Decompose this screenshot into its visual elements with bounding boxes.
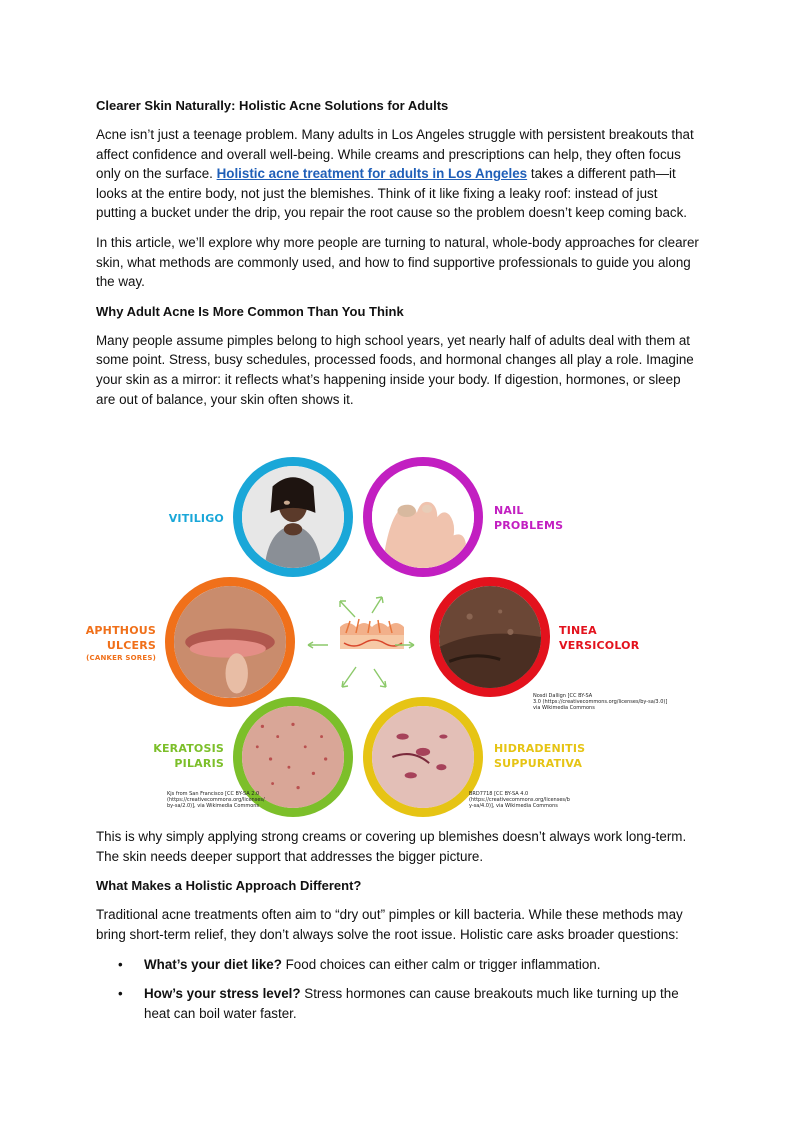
kp-label-line2: PILARIS (174, 757, 224, 771)
kp-credit-line3: by-sa/2.0)], via Wikimedia Commons (167, 803, 260, 810)
skin-conditions-infographic (0, 437, 794, 817)
hs-label-line2: SUPPURATIVA (494, 757, 583, 771)
nail-problems-image (363, 457, 483, 577)
list-item-text: Food choices can either calm or trigger inflammation. (281, 956, 601, 972)
aphthous-ulcers-image (165, 577, 295, 707)
tinea-credit-line2: 3.0 (https://creativecommons.org/licenses/by-sa/3.0)] (533, 699, 668, 706)
hs-credit-line2: (https://creativecommons.org/licenses/b (469, 797, 570, 804)
holistic-questions-list (96, 955, 701, 1024)
bullet-marker: • (118, 956, 123, 972)
list-item (96, 955, 701, 975)
keratosis-image-credit (167, 791, 265, 809)
hs-credit-line1: BRD7718 [CC BY-SA 4.0 (469, 791, 529, 798)
kp-credit-line2: (https://creativecommons.org/licenses/ (167, 797, 265, 804)
aphthous-ulcers-label (84, 623, 156, 663)
aph-label-line1: APHTHOUS (85, 624, 156, 638)
document-title: Clearer Skin Naturally: Holistic Acne Solutions for Adults (96, 98, 449, 113)
kp-label-line1: KERATOSIS (153, 742, 224, 756)
vitiligo-image (233, 457, 353, 577)
list-item-bold: What’s your diet like? (144, 956, 282, 972)
kp-credit-line1: Kjs from San Francisco [CC BY-SA 2.0 (167, 791, 260, 798)
hs-label-line1: HIDRADENITIS (494, 742, 586, 756)
tinea-label-line1: TINEA (559, 624, 597, 638)
intro-paragraph (96, 125, 701, 223)
aph-label-line2: ULCERS (106, 639, 156, 653)
article-overview-paragraph: In this article, we’ll explore why more people are turning to natural, whole-body approaches for clearer skin, what methods are commonly used, and how to find supportive professionals to guide you along the way. (96, 234, 699, 290)
bullet-marker: • (118, 986, 123, 1002)
creams-paragraph: This is why simply applying strong creams or covering up blemishes doesn’t always work long-term. The skin needs deeper support that addresses the bigger picture. (96, 829, 687, 864)
aph-label-line3: (CANKER SORES) (86, 654, 156, 663)
adult-acne-paragraph: Many people assume pimples belong to high school years, yet nearly half of adults deal with them at some point. Stress, busy schedules, processed foods, and hormonal changes all play a role. Imagine your skin as a mirror: it reflects what’s happening inside your body. If digestion, hormones, or sleep are out of balance, your skin often shows it. (96, 332, 694, 407)
list-item (96, 984, 701, 1023)
list-item-bold: How’s your stress level? (144, 986, 301, 1002)
tinea-credit-line3: via Wikimedia Commons (533, 705, 595, 712)
holistic-treatment-link[interactable]: Holistic acne treatment for adults in Los Angeles (216, 166, 528, 182)
intro-text-after: takes a different path—it looks at the entire body, not just the blemishes. Think of it like fixing a leaky roof: instead of just putting a bucket under the drip, you repair the root cause so the problem doesn’t keep coming back. (96, 166, 688, 221)
skin-layer-icon (340, 619, 404, 649)
heading-holistic-approach: What Makes a Holistic Approach Different? (96, 878, 362, 894)
list-item-text: Stress hormones can cause breakouts much like turning up the heat can boil water faster. (144, 986, 679, 1021)
heading-why-adult-acne: Why Adult Acne Is More Common Than You Think (96, 303, 404, 319)
vitiligo-label-text: VITILIGO (168, 512, 224, 526)
tinea-versicolor-label (559, 623, 639, 653)
tinea-image-credit (533, 693, 667, 711)
vitiligo-label (152, 511, 224, 526)
intro-text-before: Acne isn’t just a teenage problem. Many adults in Los Angeles struggle with persistent breakouts that affect confidence and overall well-being. While creams and prescriptions can help, they often focus only on the surface. (96, 127, 694, 182)
nail-label-line2: PROBLEMS (494, 519, 564, 533)
tinea-label-line2: VERSICOLOR (559, 639, 640, 653)
document-page (85, 96, 701, 1023)
tinea-credit-line1: Nosdi Dallign [CC BY-SA (533, 693, 593, 700)
hidradenitis-suppurativa-image (363, 697, 483, 817)
hs-credit-line3: y-sa/4.0)], via Wikimedia Commons (469, 803, 558, 810)
traditional-treatments-paragraph: Traditional acne treatments often aim to “dry out” pimples or kill bacteria. While these methods may bring short-term relief, they don’t always solve the root issue. Holistic care asks broader questions: (96, 907, 683, 942)
hidradenitis-image-credit (469, 791, 570, 809)
hidradenitis-suppurativa-label (494, 741, 585, 771)
keratosis-pilaris-label (152, 741, 224, 771)
tinea-versicolor-image (430, 577, 550, 697)
nail-problems-label (494, 503, 563, 533)
nail-label-line1: NAIL (494, 504, 524, 518)
